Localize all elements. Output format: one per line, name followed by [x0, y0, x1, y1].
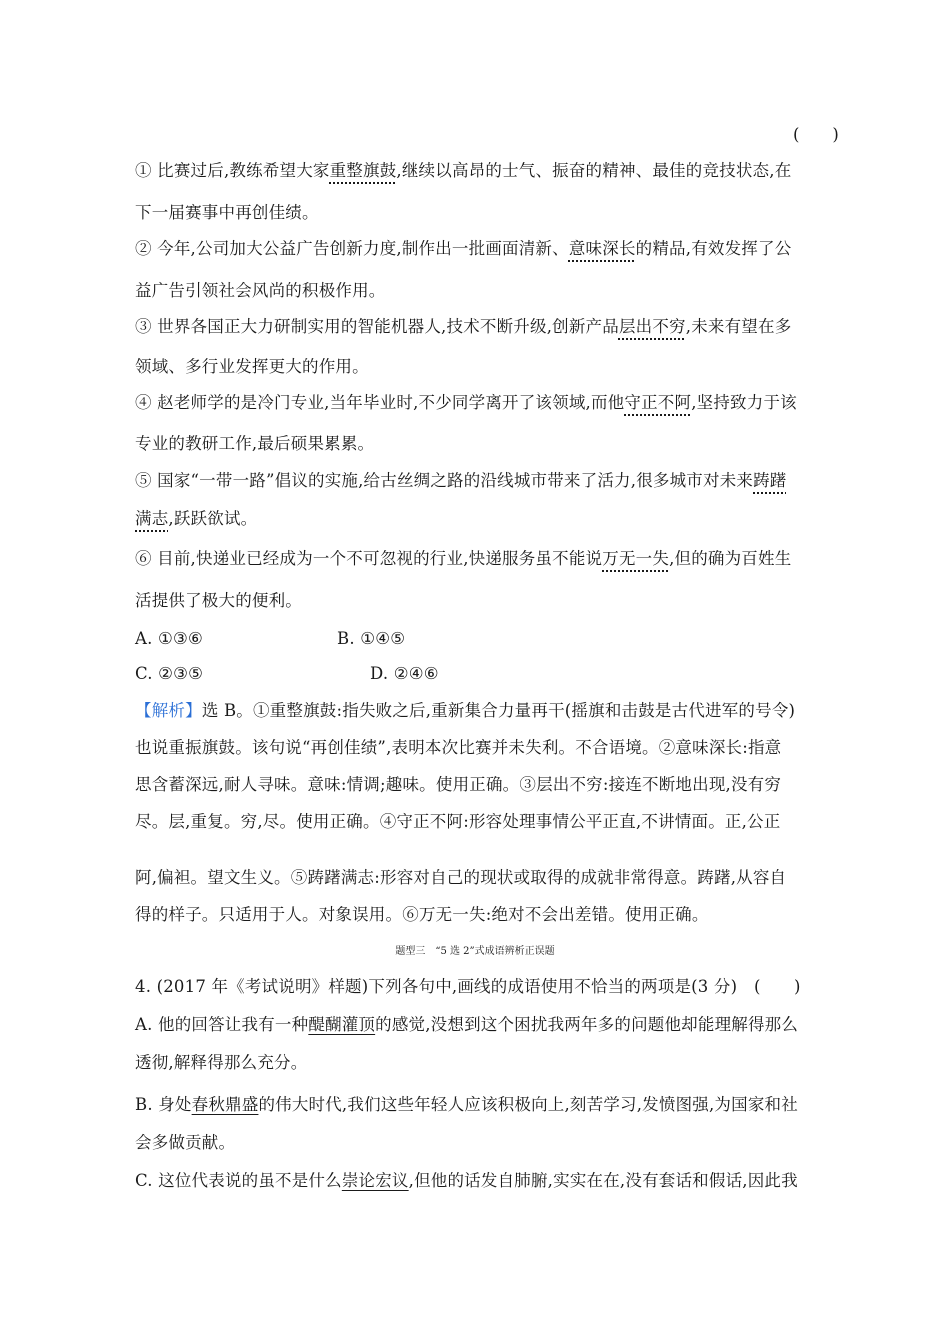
analysis-line-1: 【解析】选 B。①重整旗鼓:指失败之后,重新集合力量再干(摇旗和击鼓是古代进军的号令) — [135, 701, 796, 720]
option-d: D. ②④⑥ — [370, 664, 439, 683]
idiom-marked: 层出不穷 — [618, 317, 686, 336]
option-a: A. ①③⑥ — [135, 629, 203, 648]
idiom-underlined: 醍醐灌顶 — [308, 1015, 376, 1034]
idiom-marked: 万无一失 — [602, 549, 670, 568]
q4-option-b-line-1: B. 身处春秋鼎盛的伟大时代,我们这些年轻人应该积极向上,刻苦学习,发愤图强,为国家和社 — [135, 1095, 798, 1114]
idiom-marked: 满志 — [135, 509, 169, 528]
analysis-line-4: 尽。层,重复。穷,尽。使用正确。④守正不阿:形容处理事情公平正直,不讲情面。正,公正 — [135, 812, 781, 831]
item-line-2: 下一届赛事中再创佳绩。 — [135, 203, 319, 222]
idiom-marked: 守正不阿 — [624, 393, 692, 412]
item-line-9: ⑤ 国家“一带一路”倡议的实施,给古丝绸之路的沿线城市带来了活力,很多城市对未来踌躇 — [135, 471, 787, 490]
question-4-stem: 4. (2017 年《考试说明》样题)下列各句中,画线的成语使用不恰当的两项是(3 分) ( ) — [135, 977, 801, 996]
analysis-tag: 【解析】 — [135, 701, 202, 720]
item-line-10: 满志,跃跃欲试。 — [135, 509, 258, 528]
analysis-line-5: 阿,偏袒。望文生义。⑤踌躇满志:形容对自己的现状或取得的成就非常得意。踌躇,从容自 — [135, 868, 787, 887]
idiom-marked: 重整旗鼓 — [329, 161, 397, 180]
idiom-underlined: 春秋鼎盛 — [191, 1095, 259, 1114]
item-line-7: ④ 赵老师学的是冷门专业,当年毕业时,不少同学离开了该领域,而他守正不阿,坚持致力于该 — [135, 393, 797, 412]
q4-option-a-line-2: 透彻,解释得那么充分。 — [135, 1053, 308, 1072]
section-title: 题型三 “5 选 2”式成语辨析正误题 — [395, 946, 555, 957]
option-b: B. ①④⑤ — [337, 629, 406, 648]
idiom-underlined: 崇论宏议 — [341, 1171, 409, 1190]
analysis-line-6: 得的样子。只适用于人。对象误用。⑥万无一失:绝对不会出差错。使用正确。 — [135, 905, 709, 924]
analysis-line-2: 也说重振旗鼓。该句说“再创佳绩”,表明本次比赛并未失利。不合语境。②意味深长:指意 — [135, 738, 782, 757]
item-line-8: 专业的教研工作,最后硕果累累。 — [135, 434, 375, 453]
q4-option-b-line-2: 会多做贡献。 — [135, 1133, 236, 1152]
q4-option-c-line-1: C. 这位代表说的虽不是什么崇论宏议,但他的话发自肺腑,实实在在,没有套话和假话,因此我 — [135, 1171, 798, 1190]
idiom-marked: 踌躇 — [753, 471, 787, 490]
item-line-11: ⑥ 目前,快递业已经成为一个不可忽视的行业,快递服务虽不能说万无一失,但的确为百姓生 — [135, 549, 792, 568]
answer-paren: ( ) — [793, 125, 839, 144]
option-c: C. ②③⑤ — [135, 664, 204, 683]
item-line-5: ③ 世界各国正大力研制实用的智能机器人,技术不断升级,创新产品层出不穷,未来有望在多 — [135, 317, 792, 336]
idiom-marked: 意味深长 — [568, 239, 636, 258]
item-line-4: 益广告引领社会风尚的积极作用。 — [135, 281, 386, 300]
item-line-12: 活提供了极大的便利。 — [135, 591, 302, 610]
q4-option-a-line-1: A. 他的回答让我有一种醍醐灌顶的感觉,没想到这个困扰我两年多的问题他却能理解得那么 — [135, 1015, 799, 1034]
item-line-1: ① 比赛过后,教练希望大家重整旗鼓,继续以高昂的士气、振奋的精神、最佳的竞技状态,在 — [135, 161, 792, 180]
analysis-line-3: 思含蓄深远,耐人寻味。意味:情调;趣味。使用正确。③层出不穷:接连不断地出现,没有穷 — [135, 775, 782, 794]
item-line-6: 领域、多行业发挥更大的作用。 — [135, 357, 369, 376]
item-line-3: ② 今年,公司加大公益广告创新力度,制作出一批画面清新、意味深长的精品,有效发挥了公 — [135, 239, 792, 258]
